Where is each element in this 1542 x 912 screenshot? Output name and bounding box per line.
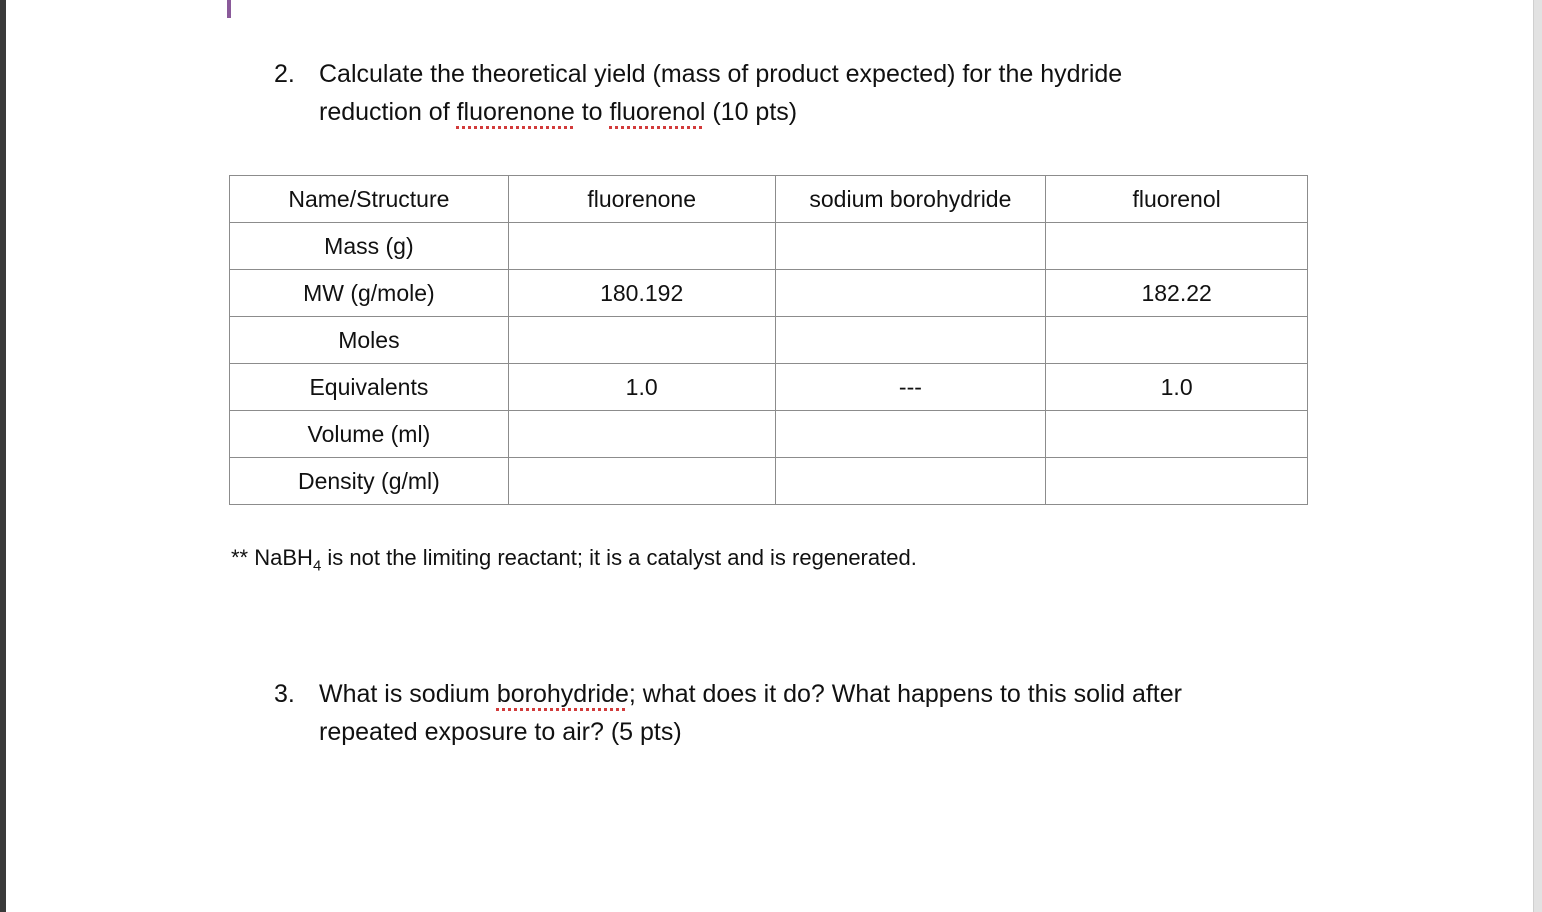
table-row-mass: [230, 223, 1308, 270]
table-cell[interactable]: [775, 458, 1046, 505]
table-cell[interactable]: [1046, 317, 1308, 364]
spellcheck-word-borohydride[interactable]: borohydride: [496, 680, 629, 708]
question-3-line-2: repeated exposure to air? (5 pts): [319, 718, 682, 746]
table-header-row: [230, 176, 1308, 223]
table-cell[interactable]: [508, 317, 775, 364]
reagent-table: [229, 175, 1308, 505]
question-2-points: (10 pts): [705, 98, 798, 126]
table-cell[interactable]: MW (g/mole): [230, 270, 509, 317]
table-cell[interactable]: [1046, 411, 1308, 458]
table-row-volume: [230, 411, 1308, 458]
table-cell[interactable]: [508, 223, 775, 270]
table-cell[interactable]: [508, 458, 775, 505]
table-cell[interactable]: [775, 270, 1046, 317]
table-header-cell[interactable]: Name/Structure: [230, 176, 509, 223]
footnote-text: is not the limiting reactant; it is a catalyst and is regenerated.: [321, 545, 917, 570]
table-row-moles: [230, 317, 1308, 364]
question-3: [274, 675, 1374, 751]
question-2-line-1: Calculate the theoretical yield (mass of product expected) for the hydride: [319, 60, 1123, 88]
table-cell[interactable]: Equivalents: [230, 364, 509, 411]
table-cell[interactable]: Volume (ml): [230, 411, 509, 458]
question-2-text: reduction of: [319, 98, 457, 126]
table-cell[interactable]: Density (g/ml): [230, 458, 509, 505]
table-row-mw: [230, 270, 1308, 317]
question-2-line-2: [319, 93, 1274, 131]
table-cell[interactable]: 1.0: [1046, 364, 1308, 411]
table-cell[interactable]: [775, 223, 1046, 270]
table-cell[interactable]: [1046, 458, 1308, 505]
question-2-text: to: [574, 98, 610, 126]
footnote-formula: NaBH: [254, 545, 313, 570]
table-row-density: [230, 458, 1308, 505]
question-3-text: ; what does it do? What happens to this solid after: [628, 680, 1182, 708]
table-cell[interactable]: Mass (g): [230, 223, 509, 270]
question-3-line-1: [319, 675, 1374, 713]
table-cell[interactable]: ---: [775, 364, 1046, 411]
spellcheck-word-fluorenol[interactable]: fluorenol: [609, 98, 706, 126]
question-2-number: 2.: [274, 60, 295, 88]
table-cell[interactable]: 182.22: [1046, 270, 1308, 317]
question-3-text: What is sodium: [319, 680, 497, 708]
table-cell[interactable]: [508, 411, 775, 458]
table-header-cell[interactable]: sodium borohydride: [775, 176, 1046, 223]
table-header-cell[interactable]: fluorenol: [1046, 176, 1308, 223]
table-cell[interactable]: [775, 317, 1046, 364]
table-cell[interactable]: 180.192: [508, 270, 775, 317]
text-cursor-marker: [227, 0, 231, 18]
table-cell[interactable]: Moles: [230, 317, 509, 364]
table-cell[interactable]: [775, 411, 1046, 458]
footnote: [231, 543, 917, 581]
question-2: [274, 55, 1274, 131]
spellcheck-word-fluorenone[interactable]: fluorenone: [456, 98, 575, 126]
question-3-number: 3.: [274, 680, 295, 708]
footnote-formula-subscript: 4: [312, 557, 322, 575]
footnote-stars: **: [231, 545, 249, 570]
table-cell[interactable]: [1046, 223, 1308, 270]
vertical-scrollbar[interactable]: [1533, 0, 1542, 912]
table-header-cell[interactable]: fluorenone: [508, 176, 775, 223]
window-left-edge: [0, 0, 6, 912]
table-row-equivalents: [230, 364, 1308, 411]
table-cell[interactable]: 1.0: [508, 364, 775, 411]
